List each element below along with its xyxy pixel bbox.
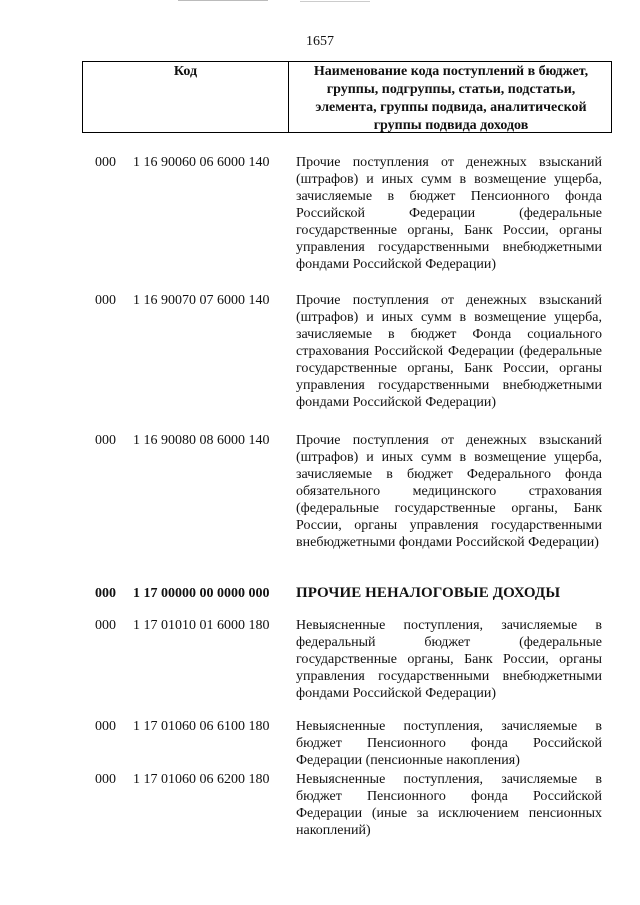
row-revenue-name: Невыясненные поступления, зачисляемые в бюджет Пенсионного фонда Российской Федерации (пенсионные накопления) bbox=[296, 719, 602, 768]
row-admin-code: 000 bbox=[95, 293, 116, 308]
row-admin-code: 000 bbox=[95, 155, 116, 170]
scan-edge-mark bbox=[178, 0, 268, 1]
row-admin-code: 000 bbox=[95, 433, 116, 448]
page-number: 1657 bbox=[306, 34, 334, 49]
row-revenue-name: Прочие поступления от денежных взысканий (штрафов) и иных сумм в возмещение ущерба, зачисляемые в бюджет Федерального фонда обязательного медицинского страхования (федеральные государственные органы, Банк России, органы управления государственными внебюджетными фондами Российской Федерации) bbox=[296, 433, 602, 550]
row-revenue-code: 1 17 01010 01 6000 180 bbox=[133, 618, 270, 633]
row-revenue-code: 1 17 00000 00 0000 000 bbox=[133, 586, 270, 601]
table-header bbox=[82, 61, 612, 133]
header-name-column: Наименование кода поступлений в бюджет, группы, подгруппы, статьи, подстатьи, элемента, группы подвида, аналитической группы подвида доходов bbox=[313, 64, 589, 133]
row-admin-code: 000 bbox=[95, 586, 116, 601]
row-revenue-name: Прочие поступления от денежных взысканий (штрафов) и иных сумм в возмещение ущерба, зачисляемые в бюджет Пенсионного фонда Российской Федерации (федеральные государственные органы, Банк России, органы управления государственными внебюджетными фондами Российской Федерации) bbox=[296, 155, 602, 272]
row-admin-code: 000 bbox=[95, 719, 116, 734]
row-revenue-code: 1 16 90060 06 6000 140 bbox=[133, 155, 270, 170]
row-revenue-name: Прочие поступления от денежных взысканий (штрафов) и иных сумм в возмещение ущерба, зачисляемые в бюджет Фонда социального страхования Российской Федерации (федеральные государственные органы, Банк России, органы управления государственными внебюджетными фондами Российской Федерации) bbox=[296, 293, 602, 410]
row-revenue-code: 1 17 01060 06 6200 180 bbox=[133, 772, 270, 787]
row-admin-code: 000 bbox=[95, 618, 116, 633]
row-revenue-name: Невыясненные поступления, зачисляемые в федеральный бюджет (федеральные государственные органы, Банк России, органы управления государственными внебюджетными фондами Российской Федерации) bbox=[296, 618, 602, 701]
scan-edge-mark bbox=[300, 1, 370, 2]
row-admin-code: 000 bbox=[95, 772, 116, 787]
row-section-title: ПРОЧИЕ НЕНАЛОГОВЫЕ ДОХОДЫ bbox=[296, 585, 561, 601]
header-code-column: Код bbox=[83, 62, 289, 132]
row-revenue-name: Невыясненные поступления, зачисляемые в бюджет Пенсионного фонда Российской Федерации (иные за исключением пенсионных накоплений) bbox=[296, 772, 602, 838]
row-revenue-code: 1 17 01060 06 6100 180 bbox=[133, 719, 270, 734]
row-revenue-code: 1 16 90070 07 6000 140 bbox=[133, 293, 270, 308]
row-revenue-code: 1 16 90080 08 6000 140 bbox=[133, 433, 270, 448]
